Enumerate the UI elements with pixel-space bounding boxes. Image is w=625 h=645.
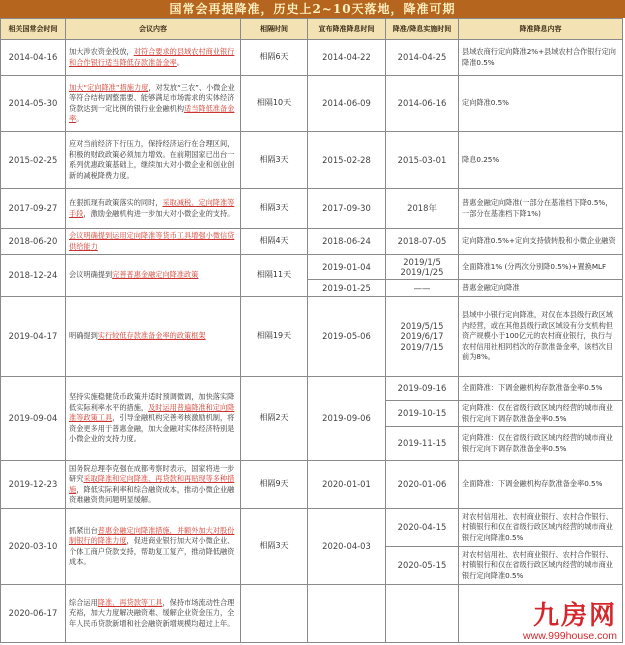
meeting-date: 2020-03-10: [1, 509, 66, 585]
gap-days: 相隔3天: [241, 132, 308, 189]
table-row: [1, 509, 623, 547]
gap-days: 相隔9天: [241, 461, 308, 509]
announce-date: 2020-01-01: [308, 461, 386, 509]
content-text: ，引导金融机构完善考核激励机制，将资金更多用于普惠金融，加大金融对实体经济特别是小微企业的支持力度。: [69, 413, 235, 444]
announce-date: 2014-06-09: [308, 76, 386, 132]
impl-date-line: 2019/1/5: [403, 256, 441, 267]
gap-days: 相隔19天: [241, 297, 308, 377]
header-meeting-date: 相关国常会时间: [1, 19, 66, 40]
rrr-history-table: [0, 18, 623, 643]
watermark-logo: 九房网: [532, 601, 617, 631]
cut-detail: 降息0.25%: [459, 132, 623, 189]
table-row: [1, 189, 623, 229]
gap-days: 相隔3天: [241, 189, 308, 229]
announce-date: 2019-01-25: [308, 280, 386, 297]
announce-date: 2015-02-28: [308, 132, 386, 189]
impl-date: 2020-01-06: [386, 461, 459, 509]
cut-detail: 普惠金融定向降准(一部分在基准档下降0.5%，一部分在基准档下降1%): [459, 189, 623, 229]
cut-detail: 定向降准：仅在省级行政区域内经营的城市商业银行定向下调存款准备金率0.5%: [459, 401, 623, 427]
cut-detail: 县域中小银行定向降准，对仅在本县级行政区域内经营，或在其他县级行政区域设有分支机构但资产规模小于100亿元的农村商业银行，执行与农村信用社相同档次的存款准备金率，该档次目前为8%。: [459, 297, 623, 377]
cut-detail: 定向降准0.5%: [459, 76, 623, 132]
gap-days: 相隔11天: [241, 255, 308, 297]
announce-date: 2018-06-24: [308, 229, 386, 255]
table-row: [1, 255, 623, 280]
content-highlight: 适当降低准备金率: [69, 103, 235, 123]
cut-detail: 全面降准：下调金融机构存款准备金率0.5%: [459, 461, 623, 509]
meeting-date: 2019-04-17: [1, 297, 66, 377]
content-text: 抓紧出台: [69, 525, 98, 535]
impl-date: 2014-04-25: [386, 40, 459, 76]
content-highlight: 及时运用普遍降准和定向降准等政策工具: [69, 402, 235, 423]
content-highlight: 实行较低存款准备金率的政策框架: [97, 331, 206, 341]
content-text: 综合运用: [69, 597, 98, 607]
impl-date: [386, 297, 459, 377]
impl-date-line: 2019/1/25: [400, 267, 444, 277]
content-highlight: 会议明确提到运用定向降准等货币工具增强小微信贷供给能力: [69, 231, 235, 251]
table-row: [1, 229, 623, 255]
content-text: 加大涉农资金投放，: [69, 47, 134, 56]
cut-detail: 全面降准：下调金融机构存款准备金率0.5%: [459, 377, 623, 401]
impl-date: ——: [386, 280, 459, 297]
table-row: [1, 76, 623, 132]
impl-date: 2015-03-01: [386, 132, 459, 189]
gap-days: 相隔3天: [241, 509, 308, 585]
cut-detail: 全面降准1% (分两次分别降0.5%)+置换MLF: [459, 255, 623, 280]
meeting-content: [66, 297, 241, 377]
meeting-content: [66, 461, 241, 509]
cut-detail: 对农村信用社、农村商业银行、农村合作银行、村镇银行和仅在省级行政区域内经营的城市商业银行定向降准0.5%: [459, 547, 623, 585]
meeting-content: 应对当前经济下行压力，保持经济运行在合理区间，积极的财政政策必须加力增效。在前期国家已出台一系列优惠政策基础上，继续加大对小微企业和创业创新的减税降费力度。: [66, 132, 241, 189]
table-row: [1, 297, 623, 377]
table-row: [1, 461, 623, 509]
meeting-date: 2018-06-20: [1, 229, 66, 255]
header-meeting-content: 会议内容: [66, 19, 241, 40]
content-text: 会议明确提到: [69, 270, 113, 280]
impl-date: [386, 585, 459, 643]
content-highlight: 普惠金融定向降准措施，并额外加大对股份制银行的降准力度: [69, 525, 235, 545]
meeting-content: [66, 585, 241, 643]
gap-days: 相隔6天: [241, 40, 308, 76]
header-announce-date: 宣布降准降息时间: [308, 19, 386, 40]
meeting-content: [66, 40, 241, 76]
gap-days: [241, 585, 308, 643]
impl-date: 2018年: [386, 189, 459, 229]
table-header-row: [1, 19, 623, 40]
impl-date: 2018-07-05: [386, 229, 459, 255]
header-cut-content: 降准降息内容: [459, 19, 623, 40]
announce-date: 2017-09-30: [308, 189, 386, 229]
content-highlight: 完善普惠金融定向降准政策: [112, 270, 199, 280]
content-highlight: 加大“定向降准”措施力度: [69, 82, 149, 92]
content-highlight: 对符合要求的县域农村商业银行和合作银行适当降低存款准备金率: [69, 47, 235, 67]
header-impl-date: 降准/降息实施时间: [386, 19, 459, 40]
gap-days: 相隔4天: [241, 229, 308, 255]
gap-days: 相隔2天: [241, 377, 308, 461]
gap-days: 相隔10天: [241, 76, 308, 132]
meeting-date: 2020-06-17: [1, 585, 66, 643]
table-row: [1, 132, 623, 189]
watermark-url: www.999house.com: [523, 630, 617, 642]
meeting-content: [66, 229, 241, 255]
content-text: ，激励金融机构进一步加大对小微企业的支持。: [83, 208, 235, 218]
meeting-date: 2014-04-16: [1, 40, 66, 76]
impl-date: 2014-06-16: [386, 76, 459, 132]
meeting-content: [66, 76, 241, 132]
meeting-content: [66, 255, 241, 297]
impl-date: [386, 255, 459, 280]
meeting-date: 2017-09-27: [1, 189, 66, 229]
impl-date-line: 2019/6/17: [400, 331, 444, 342]
content-text: ，对发放“三农”、小微企业等符合结构调整需要、能够满足市场需求的实体经济贷款达到一定比例的银行业金融机构: [69, 82, 235, 113]
watermark: [523, 602, 617, 642]
announce-date: [308, 585, 386, 643]
content-text: 。: [76, 114, 84, 123]
impl-date: 2020-04-15: [386, 509, 459, 547]
meeting-content: [66, 377, 241, 461]
impl-date: 2019-10-15: [386, 401, 459, 427]
cut-detail: 定向降准：仅在省级行政区域内经营的城市商业银行定向下调存款准备金率0.5%: [459, 427, 623, 461]
meeting-content: [66, 509, 241, 585]
meeting-date: 2015-02-25: [1, 132, 66, 189]
cut-detail: 对农村信用社、农村商业银行、农村合作银行、村镇银行和仅在省级行政区域内经营的城市商业银行定向降准0.5%: [459, 509, 623, 547]
cut-detail: 县域农商行定向降准2%+县域农村合作银行定向降准0.5%: [459, 40, 623, 76]
impl-date: 2019-09-16: [386, 377, 459, 401]
meeting-date: 2018-12-24: [1, 255, 66, 297]
impl-date-line: 2019/7/15: [400, 341, 444, 352]
content-highlight: 采取减税、定向降准等手段: [69, 198, 235, 218]
impl-date: 2020-05-15: [386, 547, 459, 585]
content-text: 坚持实施稳健货币政策并适时预调微调，加快落实降低实际利率水平的措施，: [69, 392, 235, 412]
announce-date: 2014-04-22: [308, 40, 386, 76]
announce-date: 2019-05-06: [308, 297, 386, 377]
cut-detail: 普惠金融定向降准: [459, 280, 623, 297]
content-highlight: 采取降准和定向降准、再贷款和再贴现等多种措施: [69, 474, 235, 494]
announce-date: 2019-09-06: [308, 377, 386, 461]
content-text: 明确提到: [69, 331, 98, 341]
table-row: [1, 40, 623, 76]
meeting-date: 2019-09-04: [1, 377, 66, 461]
meeting-date: 2014-05-30: [1, 76, 66, 132]
content-text: ，保持市场流动性合理充裕，加大力度解决融资难、缓解企业资金压力，全年人民币贷款新增和社会融资新增规模均超过上年。: [69, 597, 235, 628]
content-text: 国务院总理李克强在成都考察时表示，国家将进一步研究: [69, 463, 235, 483]
impl-date-line: 2019/5/15: [400, 320, 444, 331]
page-title: 国常会再提降准，历史上2~10天落地，降准可期: [0, 0, 625, 18]
content-text: ，促进商业银行加大对小微企业、个体工商户贷款支持，帮助复工复产，推动降低融资成本。: [69, 536, 235, 566]
content-text: ，降低实际利率和综合融资成本，推动小微企业融资难融资贵问题明显缓解。: [69, 484, 235, 504]
table-row: [1, 377, 623, 401]
announce-date: 2019-01-04: [308, 255, 386, 280]
content-text: 在狠抓现有政策落实的同时，: [69, 198, 163, 207]
meeting-date: 2019-12-23: [1, 461, 66, 509]
impl-date: 2019-11-15: [386, 427, 459, 461]
content-text: 。: [176, 57, 185, 67]
announce-date: 2020-04-03: [308, 509, 386, 585]
header-gap: 相隔时间: [241, 19, 308, 40]
meeting-content: [66, 189, 241, 229]
cut-detail: 定向降准0.5%+定向支持债转股和小微企业融资: [459, 229, 623, 255]
content-highlight: 降准、再贷款等工具: [97, 597, 163, 607]
